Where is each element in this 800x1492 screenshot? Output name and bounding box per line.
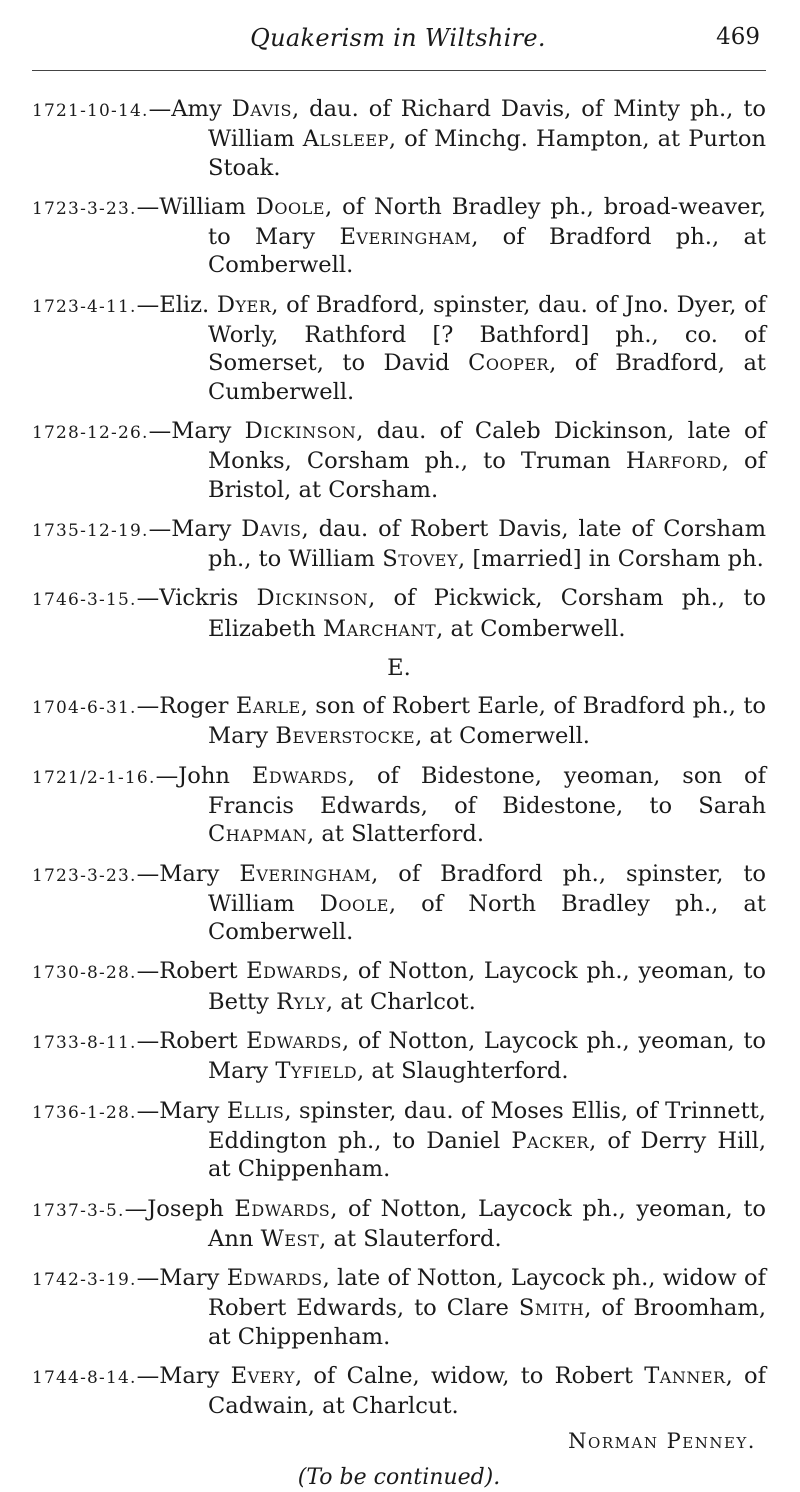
surname: Every <box>230 1362 295 1389</box>
entry-date: 1733-8-11. <box>32 1033 137 1054</box>
entry-date: 1721-10-14. <box>32 101 149 121</box>
entry-text: , spinster, dau. of Moses Ellis, of Trinnett, Eddington ph., to Daniel <box>208 1097 766 1154</box>
surname: Earle <box>235 693 301 720</box>
running-title: Quakerism in Wiltshire. <box>250 24 546 52</box>
marriage-entry <box>32 584 766 643</box>
entry-text: , son of Robert Earle, of Bradford ph., to Mary <box>208 693 767 750</box>
marriage-entry <box>32 95 766 182</box>
entry-text: , of North Bradley ph., broad-weaver, to Mary <box>208 193 767 251</box>
page-header <box>30 18 766 58</box>
surname: Edwards <box>246 958 343 985</box>
entry-text: —Amy <box>148 96 232 122</box>
entry-text: , of Pickwick, Corsham ph., to Elizabeth <box>208 585 766 642</box>
entry-date: 1704-6-31. <box>32 698 137 719</box>
marriage-entry <box>32 762 766 849</box>
author-signature: Norman Penney. <box>568 1428 756 1453</box>
marriage-entry <box>32 417 766 504</box>
entry-date: 1723-3-23. <box>32 865 137 886</box>
surname: Smith <box>518 1295 585 1322</box>
surname: Packer <box>511 1127 590 1154</box>
entry-text: , of Bradford, at Cumberwell. <box>208 350 766 405</box>
entry-text: , of Broomham, at Chippenham. <box>208 1295 767 1350</box>
entry-text: —Mary <box>148 417 245 444</box>
surname: Davis <box>241 515 302 542</box>
surname: Edwards <box>234 1195 331 1222</box>
entry-text: —Eliz. <box>136 291 217 318</box>
entry-date: 1723-4-11. <box>32 296 137 317</box>
entry-text: , at Charlcot. <box>325 988 476 1015</box>
entry-text: —Mary <box>136 1265 227 1292</box>
marriage-entry <box>32 1195 766 1254</box>
entry-text: —Mary <box>136 860 240 887</box>
entry-text: , of Minchg. Hampton, at Purton Stoak. <box>208 126 766 181</box>
surname: Dickinson <box>256 585 369 612</box>
entry-date: 1744-8-14. <box>32 1367 137 1388</box>
entry-text: —Joseph <box>124 1195 235 1222</box>
page-number: 469 <box>716 24 760 50</box>
surname: Cooper <box>468 350 550 377</box>
surname: Doole <box>255 193 325 220</box>
surname: Ryly <box>276 988 326 1015</box>
entry-text: —Robert <box>136 1028 247 1055</box>
section-letter: E. <box>387 655 411 682</box>
entry-text: , dau. of Robert Davis, late of Corsham ph., to William <box>208 515 767 573</box>
entry-date: 1742-3-19. <box>32 1270 137 1291</box>
entry-text: , late of Notton, Laycock ph., widow of Robert Edwards, to Clare <box>208 1265 766 1322</box>
marriage-entry <box>32 1027 766 1086</box>
surname: Doole <box>319 890 389 917</box>
entry-text: —Vickris <box>136 585 257 612</box>
entry-text: , of Bradford ph., spinster, to William <box>208 860 766 917</box>
entry-text: —Robert <box>136 958 247 985</box>
surname: Tanner <box>644 1362 726 1389</box>
surname: Davis <box>231 96 292 122</box>
entry-text: , of Cadwain, at Charlcut. <box>208 1362 766 1420</box>
entry-text: , of Calne, widow, to Robert <box>294 1362 645 1389</box>
entry-text: , at Slauterford. <box>319 1225 502 1252</box>
entry-text: , of Bradford, spinster, dau. of Jno. Dyer, of Worly, Rathford [? Bathford] ph., co. of Somerset, to David <box>208 291 766 377</box>
surname: Marchant <box>322 615 437 642</box>
entry-text: —Roger <box>136 693 236 720</box>
entry-date: 1746-3-15. <box>32 590 137 611</box>
surname: Edwards <box>246 1028 343 1055</box>
surname: West <box>260 1225 320 1252</box>
surname: Alsleep <box>302 126 389 153</box>
marriage-entry <box>32 515 766 574</box>
entry-date: 1721/2-1-16. <box>32 767 156 788</box>
header-rule <box>32 70 766 71</box>
surname: Chapman <box>208 821 307 848</box>
marriage-entry <box>32 1097 766 1184</box>
entry-text: , of Derry Hill, at Chippenham. <box>208 1127 766 1183</box>
entry-text: , of Bradford ph., at Comberwell. <box>208 224 767 279</box>
entry-text: , of Bristol, at Corsham. <box>208 448 766 503</box>
entry-text: —Mary <box>136 1097 227 1124</box>
surname: Edwards <box>251 762 348 789</box>
entry-text: , of Notton, Laycock ph., yeoman, to Betty <box>208 958 766 1015</box>
entry-date: 1737-3-5. <box>32 1200 125 1221</box>
entry-text: —Mary <box>148 515 242 542</box>
surname: Dickinson <box>244 417 357 444</box>
entry-text: , of Notton, Laycock ph., yeoman, to Ann <box>208 1195 766 1252</box>
entry-date: 1728-12-26. <box>32 422 149 443</box>
surname: Edwards <box>226 1265 323 1292</box>
entry-date: 1730-8-28. <box>32 963 137 984</box>
entry-text: , at Slatterford. <box>307 821 485 848</box>
continued-note: (To be continued). <box>297 1464 501 1490</box>
surname: Dyer <box>216 291 272 318</box>
entry-date: 1736-1-28. <box>32 1102 137 1123</box>
entry-text: , at Comberwell. <box>436 615 626 642</box>
entry-text: —Mary <box>136 1362 231 1389</box>
entry-text: , of Bidestone, yeoman, son of Francis Edwards, of Bidestone, to Sarah <box>208 762 766 819</box>
surname: Everingham <box>339 224 472 251</box>
entry-text: , of North Bradley ph., at Comberwell. <box>208 890 766 946</box>
entry-date: 1735-12-19. <box>32 520 149 541</box>
entry-text: , dau. of Caleb Dickinson, late of Monks, Corsham ph., to Truman <box>208 417 766 475</box>
entry-text: , of Notton, Laycock ph., yeoman, to Mary <box>208 1028 766 1085</box>
marriage-entry <box>32 692 766 751</box>
entry-text: , at Slaughterford. <box>357 1058 569 1085</box>
entry-text: —William <box>136 193 256 220</box>
entry-text: , [married] in Corsham ph. <box>458 546 764 573</box>
marriage-entry <box>32 193 766 280</box>
marriage-entry <box>32 291 766 406</box>
entry-date: 1723-3-23. <box>32 198 137 219</box>
surname: Stovey <box>382 546 459 573</box>
surname: Beverstocke <box>275 723 416 750</box>
surname: Tyfield <box>275 1058 358 1085</box>
marriage-entry <box>32 860 766 947</box>
marriage-entry <box>32 1362 766 1421</box>
surname: Everingham <box>239 860 372 887</box>
marriage-entry <box>32 1264 766 1351</box>
surname: Ellis <box>226 1097 285 1124</box>
surname: Harford <box>625 448 722 475</box>
marriage-entry <box>32 957 766 1016</box>
entries-container <box>32 95 766 1492</box>
entry-text: —John <box>155 762 252 789</box>
entry-text: , at Comerwell. <box>415 723 590 750</box>
entry-text: , dau. of Richard Davis, of Minty ph., to William <box>208 96 767 153</box>
